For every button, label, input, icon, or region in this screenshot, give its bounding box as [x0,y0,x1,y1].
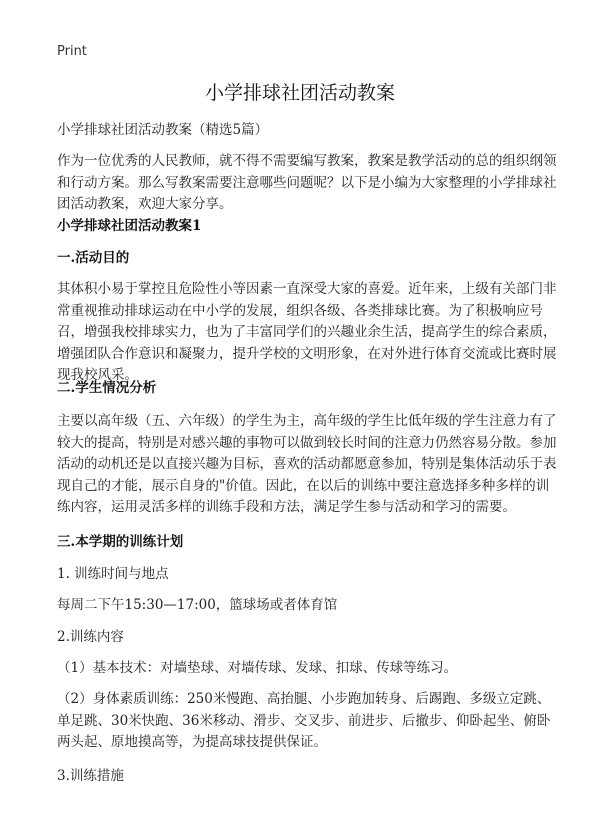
intro-paragraph: 作为一位优秀的人民教师，就不得不需要编写教案，教案是教学活动的总的组织纲领和行动方案。那么写教案需要注意哪些问题呢？以下是小编为大家整理的小学排球社团活动教案，欢迎大家分享。 [57,153,557,212]
document-title: 小学排球社团活动教案 [204,82,395,104]
part2-heading: 二.学生情况分析 [57,380,157,396]
item2-sub1: （1）基本技术：对墙垫球、对墙传球、发球、扣球、传球等练习。 [57,660,458,676]
part1-paragraph: 其体积小易于掌控且危险性小等因素一直深受大家的喜爱。近年来，上级有关部门非常重视推动排球运动在中小学的发展，组织各级、各类排球比赛。为了积极响应号召，增强我校排球实力，也为了丰富同学们的兴趣业余生活，提高学生的综合素质，增强团队合作意识和凝聚力，提升学校的文明形象，在对外进行体育交流或比赛时展现我校风采。 [57,281,557,383]
part1-heading: 一.活动目的 [57,250,130,266]
item2-sub2: （2）身体素质训练：250米慢跑、高抬腿、小步跑加转身、后踢跑、多级立定跳、单足跳、30米快跑、36米移动、滑步、交叉步、前进步、后撤步、仰卧起坐、俯卧两头起、原地摸高等，为提高球技提供保证。 [57,691,551,750]
document-subtitle: 小学排球社团活动教案（精选5篇） [57,122,269,138]
item3-heading: 3.训练措施 [57,768,124,784]
print-link[interactable]: Print [57,44,87,59]
item2-heading: 2.训练内容 [57,629,124,645]
item1-body: 每周二下午15:30—17:00，篮球场或者体育馆 [57,597,338,613]
section-title: 小学排球社团活动教案1 [57,218,202,234]
part3-heading: 三.本学期的训练计划 [57,534,184,550]
item1-heading: 1. 训练时间与地点 [57,566,169,582]
part2-paragraph: 主要以高年级（五、六年级）的学生为主，高年级的学生比低年级的学生注意力有了较大的提高，特别是对感兴趣的事物可以做到较长时间的注意力仍然容易分散。参加活动的动机还是以直接兴趣为目标，喜欢的活动都愿意参加，特别是集体活动乐于表现自己的才能，展示自身的"价值。因此，在以后的训练中要注意选择多种多样的训练内容，运用灵活多样的训练手段和方法，满足学生参与活动和学习的需要。 [57,413,557,515]
